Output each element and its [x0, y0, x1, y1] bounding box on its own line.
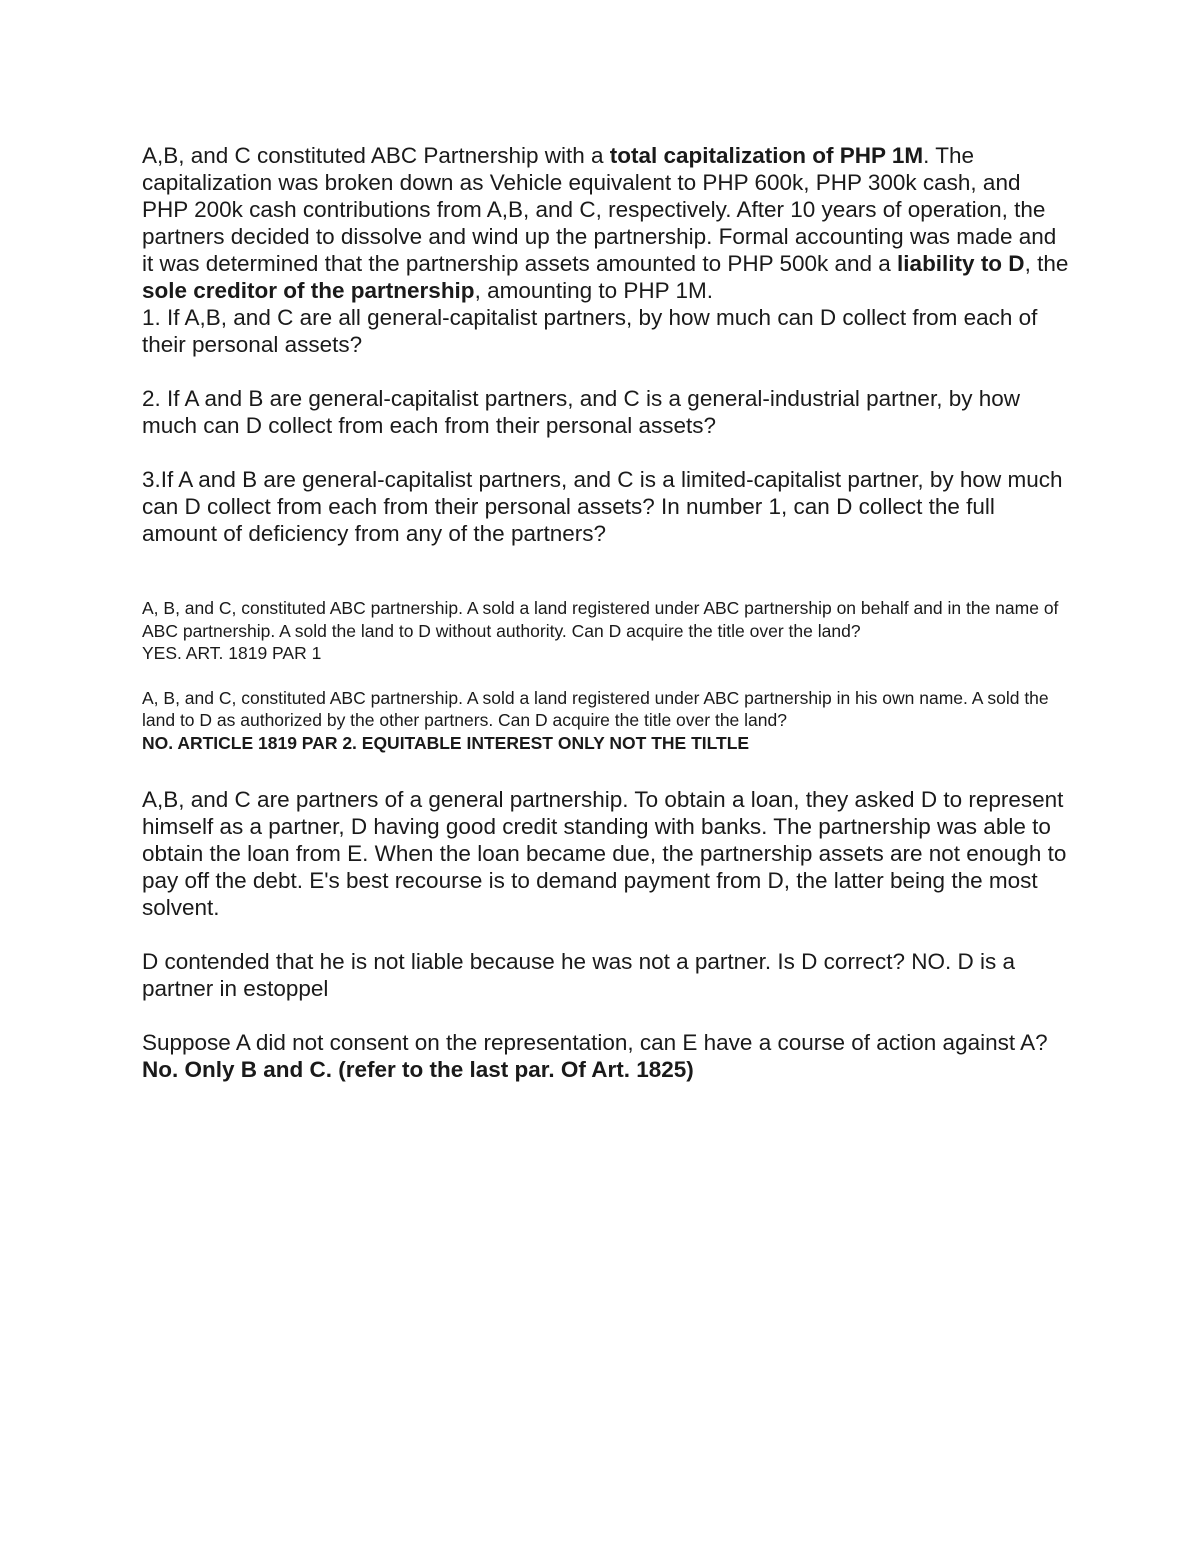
bold-sole-creditor: sole creditor of the partnership: [142, 278, 475, 303]
case2-question: A, B, and C, constituted ABC partnership. A sold a land registered under ABC partnership on behalf and in the name of ABC partnership. A sold the land to D without authority. Can D acquire the title over the land?: [142, 598, 1059, 641]
case1-intro-text: , amounting to PHP 1M.: [474, 278, 714, 303]
case3-question: A, B, and C, constituted ABC partnership. A sold a land registered under ABC partnership in his own name. A sold the land to D as authorized by the other partners. Can D acquire the title over the land?: [142, 687, 1049, 730]
document-page: [142, 142, 1072, 1083]
bold-total-capitalization: total capitalization of PHP 1M: [609, 143, 924, 168]
bold-liability-to-d: liability to D: [897, 251, 1025, 276]
case4-answer-2: [142, 1056, 1072, 1083]
case3-answer-bold: NO. ARTICLE 1819 PAR 2. EQUITABLE INTEREST ONLY NOT THE TILTLE: [142, 732, 750, 753]
case1-intro: [142, 142, 1072, 304]
case1-question-1: 1. If A,B, and C are all general-capitalist partners, by how much can D collect from each of their personal assets?: [142, 305, 1038, 357]
case1-intro-text: , the: [1024, 251, 1069, 276]
case4-question-2: Suppose A did not consent on the representation, can E have a course of action against A?: [142, 1030, 1048, 1055]
case2-answer: YES. ART. 1819 PAR 1: [142, 643, 322, 663]
case1-intro-text: . The capitalization was broken down as Vehicle equivalent to PHP 600k, PHP 300k cash, and PHP 200k cash contributions from A,B, and C, respectively. After 10 years of operation, the partners decided to dissolve and wind up the partnership. Formal accounting was made and it was determined that the partnership assets amounted to PHP 500k and a: [142, 143, 1057, 276]
case4-facts: A,B, and C are partners of a general partnership. To obtain a loan, they asked D to represent himself as a partner, D having good credit standing with banks. The partnership was able to obtain the loan from E. When the loan became due, the partnership assets are not enough to pay off the debt. E's best recourse is to demand payment from D, the latter being the most solvent.: [142, 787, 1067, 920]
case1-intro-text: A,B, and C constituted ABC Partnership with a: [142, 143, 610, 168]
case3-answer: [142, 732, 1072, 755]
case1-question-2: 2. If A and B are general-capitalist partners, and C is a general-industrial partner, by how much can D collect from each from their personal assets?: [142, 386, 1020, 438]
case4-question-1: D contended that he is not liable because he was not a partner. Is D correct? NO. D is a partner in estoppel: [142, 949, 1015, 1001]
case4-answer-2-bold: No. Only B and C. (refer to the last par. Of Art. 1825): [142, 1057, 694, 1082]
case1-question-3: 3.If A and B are general-capitalist partners, and C is a limited-capitalist partner, by how much can D collect from each from their personal assets? In number 1, can D collect the full amount of deficiency from any of the partners?: [142, 467, 1063, 546]
